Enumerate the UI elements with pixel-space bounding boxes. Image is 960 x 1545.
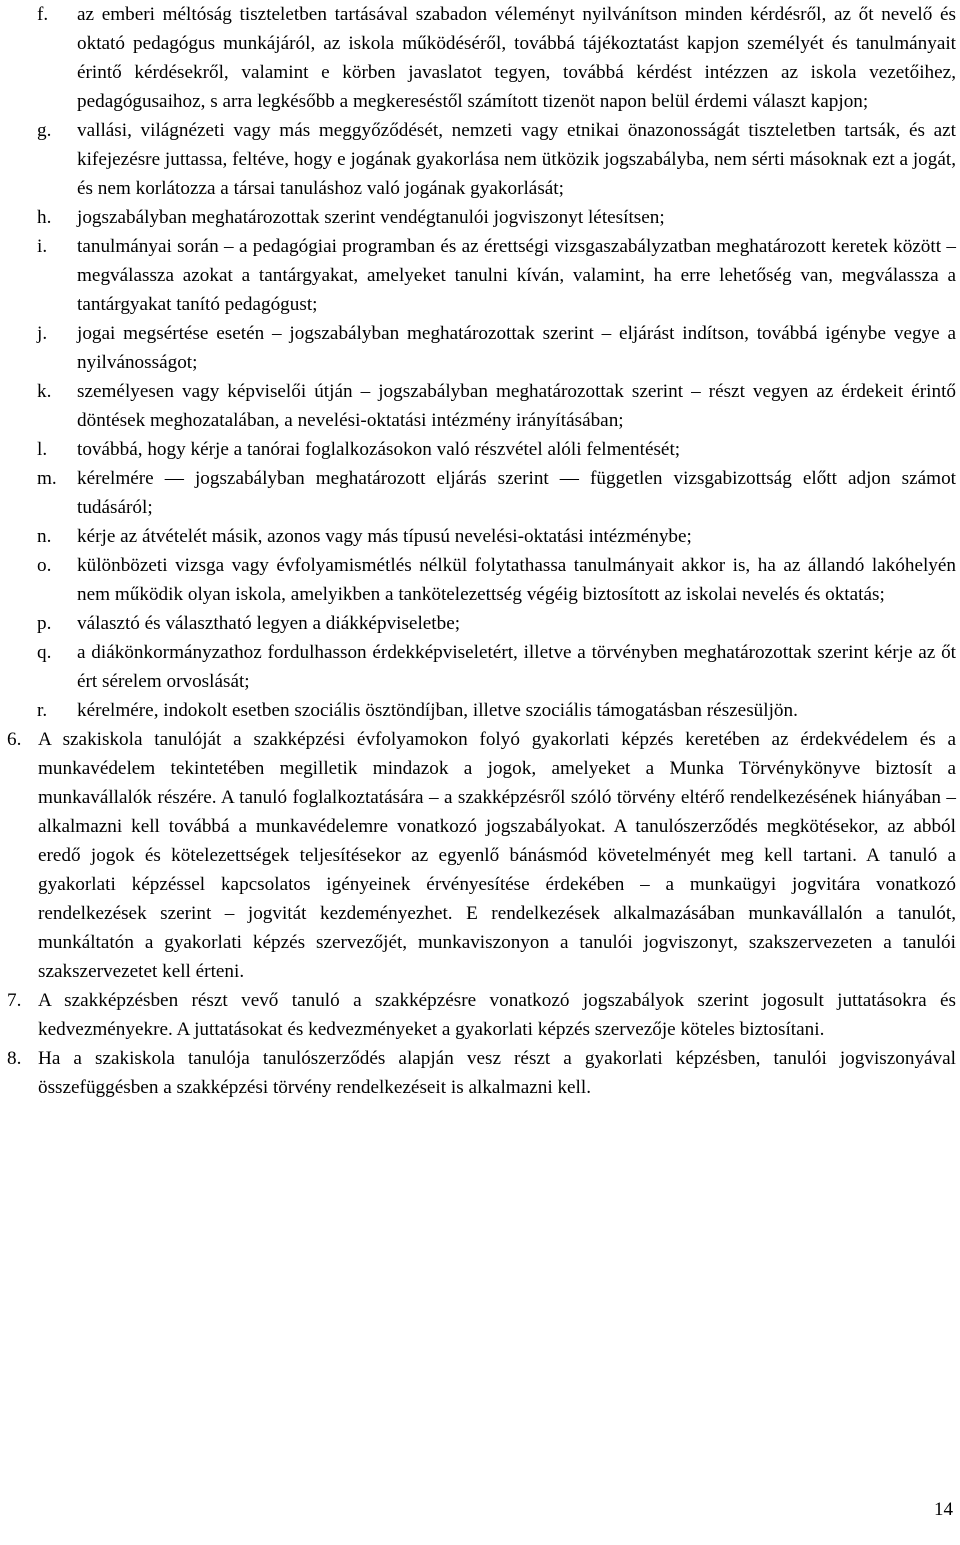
- list-marker: k.: [37, 381, 52, 402]
- list-item-text: vallási, világnézeti vagy más meggyőződését, nemzeti vagy etnikai önazonosságát tiszteletben tartsák, és azt kifejezésre juttassa, feltéve, hogy e jogának gyakorlása nem ütközik jogszabályba, nem sérti másoknak ezt a jogát, és nem korlátozza a társai tanuláshoz való jogának gyakorlását;: [77, 120, 956, 199]
- list-item-f: [0, 0, 960, 116]
- list-marker: o.: [37, 555, 52, 576]
- list-item-text: jogszabályban meghatározottak szerint vendégtanulói jogviszonyt létesítsen;: [77, 207, 665, 228]
- list-item-r: [0, 696, 960, 725]
- list-item-k: [0, 377, 960, 435]
- list-item-q: [0, 638, 960, 696]
- section-text: A szakiskola tanulóját a szakképzési évfolyamokon folyó gyakorlati képzés keretében az érdekvédelem és a munkavédelem tekintetében megilletik mindazok a jogok, amelyeket a Munka Törvénykönyve biztosít a munkavállalók részére. A tanuló foglalkoztatására – a szakképzésről szóló törvény eltérő rendelkezésének hiányában – alkalmazni kell továbbá a munkavédelemre vonatkozó jogszabályokat. A tanulószerződés megkötésekor, az abból eredő jogok és kötelezettségek teljesítésekor az egyenlő bánásmód követelményét meg kell tartani. A tanuló a gyakorlati képzéssel kapcsolatos igényeinek érvényesítése érdekében – a munkaügyi jogvitára vonatkozó rendelkezések szerint – jogvitát kezdeményezhet. E rendelkezések alkalmazásában munkavállalón a tanulót, munkáltatón a gyakorlati képzés szervezőjét, munkaviszonyon a tanulói jogviszonyt, szakszervezeten a tanulói szakszervezetet kell érteni.: [38, 729, 956, 982]
- list-item-text: a diákönkormányzathoz fordulhasson érdekképviseletért, illetve a törvényben meghatározottak szerint kérje az őt ért sérelem orvoslását;: [77, 642, 956, 692]
- list-marker: m.: [37, 468, 57, 489]
- list-item-text: választó és választható legyen a diákképviseletbe;: [77, 613, 461, 634]
- list-marker: i.: [37, 236, 48, 257]
- list-item-text: tanulmányai során – a pedagógiai programban és az érettségi vizsgaszabályzatban meghatározott keretek között – megválassza azokat a tantárgyakat, amelyeket tanulni kíván, valamint, ha erre lehetőség van, megválassza a tantárgyakat tanító pedagógust;: [77, 236, 956, 315]
- list-marker: j.: [37, 323, 48, 344]
- section-number: 6.: [7, 729, 22, 750]
- list-item-g: [0, 116, 960, 203]
- list-marker: f.: [37, 4, 49, 25]
- list-marker: h.: [37, 207, 52, 228]
- list-item-i: [0, 232, 960, 319]
- list-item-l: [0, 435, 960, 464]
- list-marker: r.: [37, 700, 48, 721]
- list-marker: l.: [37, 439, 48, 460]
- list-item-text: kérelmére, indokolt esetben szociális ösztöndíjban, illetve szociális támogatásban részesüljön.: [77, 700, 798, 721]
- section-6: [0, 725, 960, 986]
- section-text: A szakképzésben részt vevő tanuló a szakképzésre vonatkozó jogszabályok szerint jogosult juttatásokra és kedvezményekre. A juttatásokat és kedvezményeket a gyakorlati képzés szervezője köteles biztosítani.: [38, 990, 956, 1040]
- list-item-j: [0, 319, 960, 377]
- list-item-text: jogai megsértése esetén – jogszabályban meghatározottak szerint – eljárást indítson, továbbá igénybe vegye a nyilvánosságot;: [77, 323, 956, 373]
- list-item-text: kérje az átvételét másik, azonos vagy más típusú nevelési-oktatási intézménybe;: [77, 526, 692, 547]
- list-item-h: [0, 203, 960, 232]
- list-item-text: kérelmére — jogszabályban meghatározott eljárás szerint — független vizsgabizottság előtt adjon számot tudásáról;: [77, 468, 956, 518]
- section-7: [0, 986, 960, 1044]
- list-item-text: továbbá, hogy kérje a tanórai foglalkozásokon való részvétel alóli felmentését;: [77, 439, 681, 460]
- list-marker: p.: [37, 613, 52, 634]
- list-marker: g.: [37, 120, 52, 141]
- section-8: [0, 1044, 960, 1102]
- section-number: 7.: [7, 990, 22, 1011]
- list-item-text: különbözeti vizsga vagy évfolyamismétlés nélkül folytathassa tanulmányait akkor is, ha az állandó lakóhelyén nem működik olyan iskola, amelyikben a tankötelezettség végéig biztosított az iskolai nevelés és oktatás;: [77, 555, 956, 605]
- page-number: 14: [934, 1499, 953, 1520]
- list-item-text: az emberi méltóság tiszteletben tartásával szabadon véleményt nyilvánítson minden kérdésről, az őt nevelő és oktató pedagógus munkájáról, az iskola működéséről, továbbá tájékoztatást kapjon személyét és tanulmányait érintő kérdésekről, valamint e körben javaslatot tegyen, továbbá kérdést intézzen az iskola vezetőihez, pedagógusaihoz, s arra legkésőbb a megkereséstől számított tizenöt napon belül érdemi választ kapjon;: [77, 4, 956, 112]
- lettered-list: [0, 0, 960, 725]
- list-item-o: [0, 551, 960, 609]
- section-text: Ha a szakiskola tanulója tanulószerződés alapján vesz részt a gyakorlati képzésben, tanulói jogviszonyával összefüggésben a szakképzési törvény rendelkezéseit is alkalmazni kell.: [38, 1048, 956, 1098]
- list-item-n: [0, 522, 960, 551]
- list-item-text: személyesen vagy képviselői útján – jogszabályban meghatározottak szerint – részt vegyen az érdekeit érintő döntések meghozatalában, a nevelési-oktatási intézmény irányításában;: [77, 381, 956, 431]
- section-number: 8.: [7, 1048, 22, 1069]
- list-marker: q.: [37, 642, 52, 663]
- numbered-sections: [0, 725, 960, 1102]
- list-marker: n.: [37, 526, 52, 547]
- list-item-m: [0, 464, 960, 522]
- list-item-p: [0, 609, 960, 638]
